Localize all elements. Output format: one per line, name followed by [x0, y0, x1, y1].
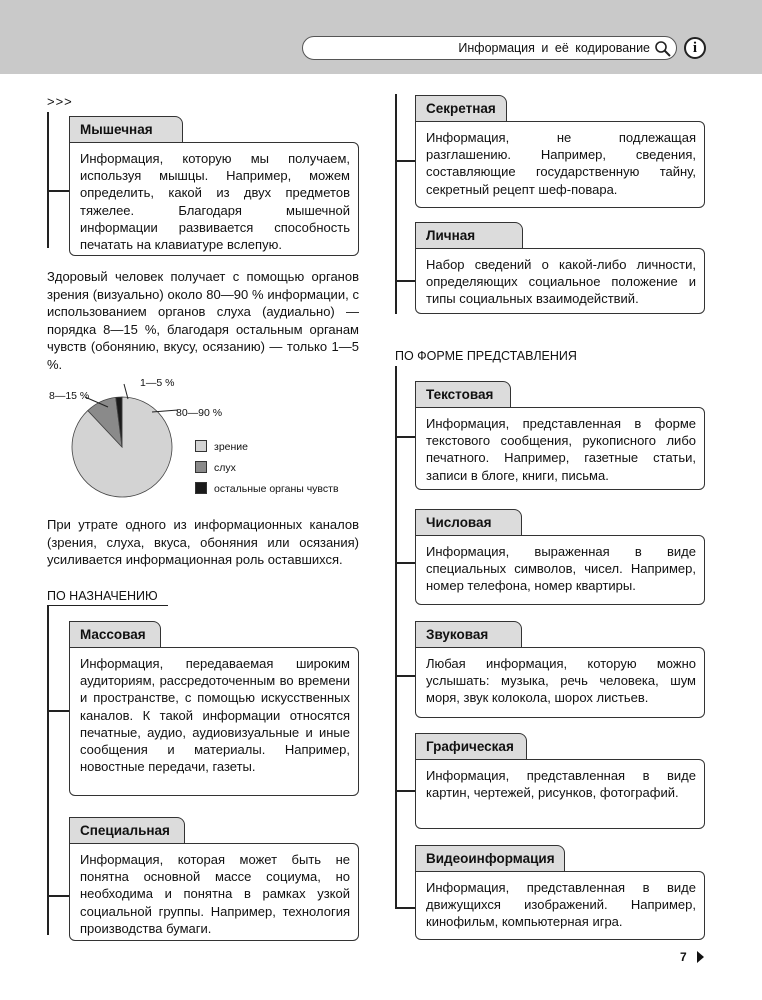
search-box[interactable] [302, 36, 677, 60]
senses-paragraph: Здоровый человек получает с помощью органов зрения (визуально) около 80—90 % информации, с использованием органов слуха (аудиально) — порядка 8—15 %, благодаря остальным органам чувств (обонянию, вкусу, осязанию) — только 1—5 %. [47, 269, 359, 372]
tree-branch [395, 675, 415, 677]
card-title: Числовая [415, 509, 522, 536]
legend-label-vision: зрение [214, 441, 248, 453]
pie-label-other: 1—5 % [140, 377, 175, 389]
tree-branch [47, 710, 69, 712]
tree-branch [47, 895, 69, 897]
card-video [415, 845, 705, 940]
heading-purpose: ПО НАЗНАЧЕНИЮ [47, 589, 158, 603]
legend-label-other: остальные органы чувств [214, 483, 339, 495]
info-icon[interactable]: i [684, 37, 706, 59]
card-text: Информация, не подлежащая разглашению. Например, сведения, составляющие государственную тайну, секретный рецепт шеф-повара. [415, 121, 705, 208]
card-title: Звуковая [415, 621, 522, 648]
tree-line-form [395, 366, 397, 909]
card-special [69, 817, 359, 941]
legend-swatch-vision [195, 440, 207, 452]
tree-branch [395, 280, 415, 282]
card-numeric [415, 509, 705, 605]
card-text: Информация, которую мы получаем, используя мышцы. Например, можем определить, какой из двух предметов тяжелее. Благодаря мышечной информации развивается способность печатать на клавиатуре вслепую. [69, 142, 359, 256]
card-title: Массовая [69, 621, 161, 648]
search-icon[interactable] [654, 40, 672, 58]
card-muscle [69, 116, 359, 256]
card-mass [69, 621, 359, 796]
card-title: Графическая [415, 733, 527, 760]
card-title: Видеоинформация [415, 845, 565, 872]
card-text: Информация, которая может быть не понятна основной массе социума, но необходима и понятна в рамках узкой социальной группы. Например, технология производства бумаги. [69, 843, 359, 941]
pie-label-hearing: 8—15 % [49, 390, 90, 402]
header-bar [0, 0, 762, 74]
tree-branch [395, 907, 415, 909]
legend-swatch-hearing [195, 461, 207, 473]
card-text: Информация, представленная в форме текстового сообщения, рукописного либо печатного. Например, газетные статьи, записи в блоге, книги, письма. [415, 407, 705, 490]
tree-branch [395, 436, 415, 438]
loss-paragraph: При утрате одного из информационных каналов (зрения, слуха, вкуса, обоняния или осязания) усиливается информационная роль оставшихся. [47, 517, 359, 567]
tree-branch [395, 790, 415, 792]
card-text-info [415, 381, 705, 490]
tree-branch [395, 562, 415, 564]
card-title: Мышечная [69, 116, 183, 143]
card-title: Специальная [69, 817, 185, 844]
card-text: Информация, выраженная в виде специальных символов, чисел. Например, номер телефона, номер квартиры. [415, 535, 705, 605]
card-text: Информация, представленная в виде движущихся изображений. Например, кинофильм, компьютерная игра. [415, 871, 705, 940]
card-text: Набор сведений о какой-либо личности, определяющих социальное положение и типы социальных взаимодействий. [415, 248, 705, 314]
card-sound [415, 621, 705, 718]
tree-branch [395, 160, 415, 162]
next-page-arrow-icon[interactable] [697, 951, 704, 963]
card-text: Любая информация, которую можно услышать: музыка, речь человека, шум моря, звук колокола, шорох листьев. [415, 647, 705, 718]
card-text: Информация, представленная в виде картин, чертежей, рисунков, фотографий. [415, 759, 705, 829]
card-secret [415, 95, 705, 208]
heading-underline [47, 605, 168, 606]
legend-label-hearing: слух [214, 462, 236, 474]
card-title: Личная [415, 222, 523, 249]
continuation-arrows: >>> [47, 94, 73, 109]
tree-branch [47, 190, 69, 192]
page-number: 7 [680, 950, 687, 964]
card-personal [415, 222, 705, 314]
card-graphic [415, 733, 705, 829]
card-title: Текстовая [415, 381, 511, 408]
pie-label-vision: 80—90 % [176, 407, 223, 419]
legend-swatch-other [195, 482, 207, 494]
heading-form: ПО ФОРМЕ ПРЕДСТАВЛЕНИЯ [395, 349, 577, 363]
card-title: Секретная [415, 95, 507, 122]
card-text: Информация, передаваемая широким аудиториям, рассредоточенным во времени и пространстве, с помощью искусственных каналов. К такой информации относятся печатные, аудио, аудиовизуальные и иные сообщения и материалы. Например, новостные передачи, газеты. [69, 647, 359, 796]
tree-line-top-left [47, 112, 49, 248]
search-text: Информация и её кодирование [458, 41, 650, 55]
tree-line-purpose [47, 605, 49, 935]
